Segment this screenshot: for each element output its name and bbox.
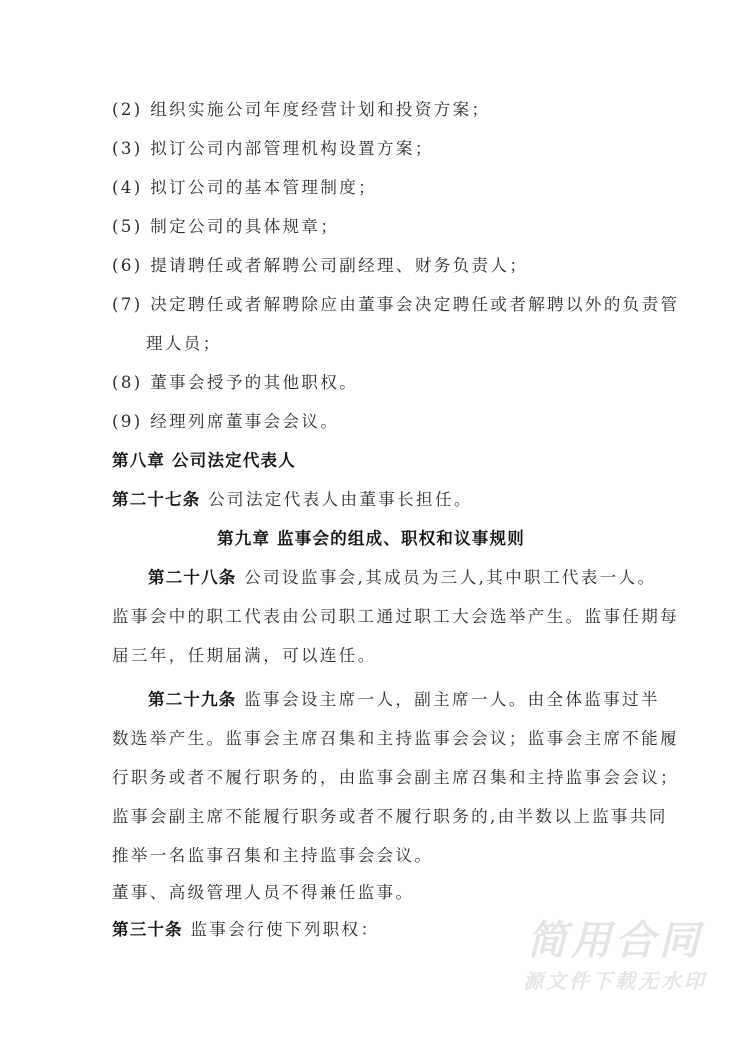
article-text: 公司设监事会,其成员为三人,其中职工代表一人。 [244, 568, 657, 587]
article-text-line: 董事、高级管理人员不得兼任监事。 [112, 883, 415, 902]
article-text-line: 监事会中的职工代表由公司职工通过职工大会选举产生。监事任期每 [112, 607, 679, 626]
item-number: (5) [112, 217, 143, 236]
article-label: 第二十七条 [112, 490, 201, 509]
item-number: (8) [112, 373, 143, 392]
list-item [112, 412, 339, 432]
watermark-subtitle: 源文件下载无水印 [523, 969, 707, 993]
article-30 [112, 920, 379, 940]
item-number: (7) [112, 295, 143, 314]
article-text-line: 监事会副主席不能履行职务或者不履行职务的,由半数以上监事共同 [112, 807, 668, 826]
item-text: 提请聘任或者解聘公司副经理、财务负责人； [150, 256, 529, 275]
article-label: 第三十条 [112, 920, 183, 939]
chapter-heading: 第九章 监事会的组成、职权和议事规则 [217, 529, 525, 548]
list-item [112, 373, 358, 393]
item-text: 组织实施公司年度经营计划和投资方案； [150, 100, 491, 119]
article-label: 第二十八条 [148, 568, 237, 587]
article-28 [148, 568, 656, 588]
list-item-continuation [146, 334, 222, 354]
watermark [510, 918, 720, 994]
item-text: 董事会授予的其他职权。 [150, 373, 359, 392]
item-number: (3) [112, 139, 143, 158]
list-item [112, 100, 490, 120]
article-text-line: 推举一名监事召集和主持监事会会议。 [112, 846, 434, 865]
item-number: (6) [112, 256, 143, 275]
list-item [112, 295, 679, 315]
list-item [112, 217, 339, 237]
item-text: 理人员； [146, 334, 222, 353]
item-number: (9) [112, 412, 143, 431]
article-27 [112, 490, 473, 510]
item-number: (4) [112, 178, 143, 197]
article-text-line: 届三年，任期届满，可以连任。 [112, 646, 377, 665]
item-text: 经理列席董事会会议。 [150, 412, 340, 431]
list-item [112, 256, 528, 276]
article-text-line: 数选举产生。监事会主席召集和主持监事会会议；监事会主席不能履 [112, 729, 679, 748]
list-item [112, 178, 377, 198]
article-text: 监事会行使下列职权： [190, 920, 380, 939]
article-text-line: 行职务或者不履行职务的，由监事会副主席召集和主持监事会会议； [112, 768, 679, 787]
article-label: 第二十九条 [148, 690, 237, 709]
item-text: 决定聘任或者解聘除应由董事会决定聘任或者解聘以外的负责管 [150, 295, 680, 314]
item-text: 拟订公司内部管理机构设置方案； [150, 139, 434, 158]
item-text: 拟订公司的基本管理制度； [150, 178, 378, 197]
watermark-title: 简用合同 [527, 918, 703, 964]
article-text: 公司法定代表人由董事长担任。 [208, 490, 473, 509]
item-text: 制定公司的具体规章； [150, 217, 340, 236]
chapter-heading: 第八章 公司法定代表人 [112, 451, 296, 470]
item-number: (2) [112, 100, 143, 119]
list-item [112, 139, 434, 159]
article-29 [148, 690, 660, 710]
article-text: 监事会设主席一人，副主席一人。由全体监事过半 [244, 690, 660, 709]
